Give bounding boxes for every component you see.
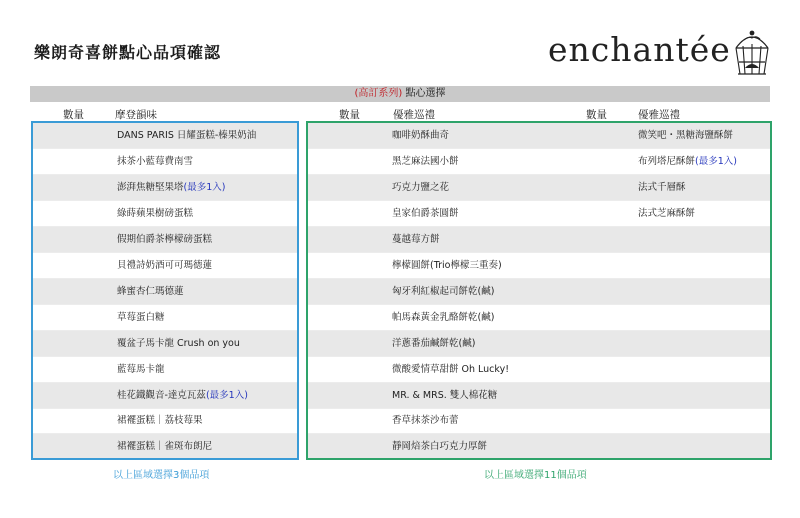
item-label: 微酸愛情草甜餅 Oh Lucky! <box>392 363 510 375</box>
qty-header-2: 數量 <box>339 109 360 121</box>
qty-header-3: 數量 <box>586 109 607 121</box>
banner-label: 點心選擇 <box>402 88 446 99</box>
page-title: 樂朗奇喜餅點心品項確認 <box>34 43 222 62</box>
item-label: 香草抹茶沙布蕾 <box>392 415 459 427</box>
birdcage-logo-icon <box>730 28 774 80</box>
section-banner <box>30 86 770 102</box>
col-header-2: 優雅巡禮 <box>393 109 435 121</box>
item-label: 洋蔥番茄鹹餅乾(鹹) <box>392 337 476 349</box>
col-header-1: 摩登韻味 <box>115 109 157 121</box>
max-limit-note: (最多1入) <box>205 389 248 401</box>
item-label: 藍莓馬卡龍 <box>117 363 165 375</box>
item-label: 草莓蛋白糖 <box>117 311 165 323</box>
qty-header-1: 數量 <box>63 109 84 121</box>
item-label: 檸檬圓餅(Trio檸檬三重奏) <box>392 259 502 271</box>
item-label: 匈牙利紅椒起司餅乾(鹹) <box>392 285 495 297</box>
banner-highlight: (高訂系列) <box>354 88 403 99</box>
item-label: 布列塔尼酥餅 <box>638 155 696 167</box>
item-label: 皇家伯爵茶圓餅 <box>392 207 459 219</box>
item-label: 裙襬蛋糕｜雀斑布朗尼 <box>117 441 213 453</box>
selection-region-2 <box>306 121 772 460</box>
item-label: 桂花鐵觀音-達克瓦茲 <box>117 389 206 401</box>
item-label: 法式千層酥 <box>638 181 686 193</box>
selection-region-1 <box>31 121 299 460</box>
item-label: DANS PARIS 日耀蛋糕-榛果奶油 <box>117 130 257 141</box>
region-1-note: 以上區域選擇3個品項 <box>113 470 210 481</box>
item-label: 巧克力鹽之花 <box>392 181 450 193</box>
max-limit-note: (最多1入) <box>695 155 737 167</box>
region-2-note: 以上區域選擇11個品項 <box>484 470 587 481</box>
item-label: 法式芝麻酥餅 <box>638 207 696 219</box>
item-label: 蔓越莓方餅 <box>392 233 440 245</box>
item-label: 靜岡焙茶白巧克力厚餅 <box>392 441 488 453</box>
item-label: MR. & MRS. 雙人棉花糖 <box>392 389 498 401</box>
item-label: 假期伯爵茶檸檬磅蛋糕 <box>117 233 213 245</box>
item-label: 貝禮詩奶酒可可瑪德蓮 <box>117 259 213 271</box>
item-label: 覆盆子馬卡龍 Crush on you <box>117 337 240 349</box>
item-label: 蜂蜜杏仁瑪德蓮 <box>117 285 184 297</box>
col-header-3: 優雅巡禮 <box>638 109 680 121</box>
item-label: 裙襬蛋糕｜荔枝莓果 <box>117 415 203 427</box>
item-label: 澎湃焦糖堅果塔 <box>117 181 184 193</box>
item-label: 綠蒔蘋果樹磅蛋糕 <box>117 207 194 219</box>
item-label: 咖啡奶酥曲奇 <box>392 130 450 141</box>
brand-logo-text: enchantée <box>548 30 731 69</box>
item-label: 黑芝麻法國小餅 <box>392 155 459 167</box>
item-label: 微笑吧・黑糖海鹽酥餅 <box>638 130 734 141</box>
item-label: 抹茶小藍莓費南雪 <box>117 155 194 167</box>
item-label: 帕馬森黃金乳酪餅乾(鹹) <box>392 311 495 323</box>
max-limit-note: (最多1入) <box>183 181 226 193</box>
